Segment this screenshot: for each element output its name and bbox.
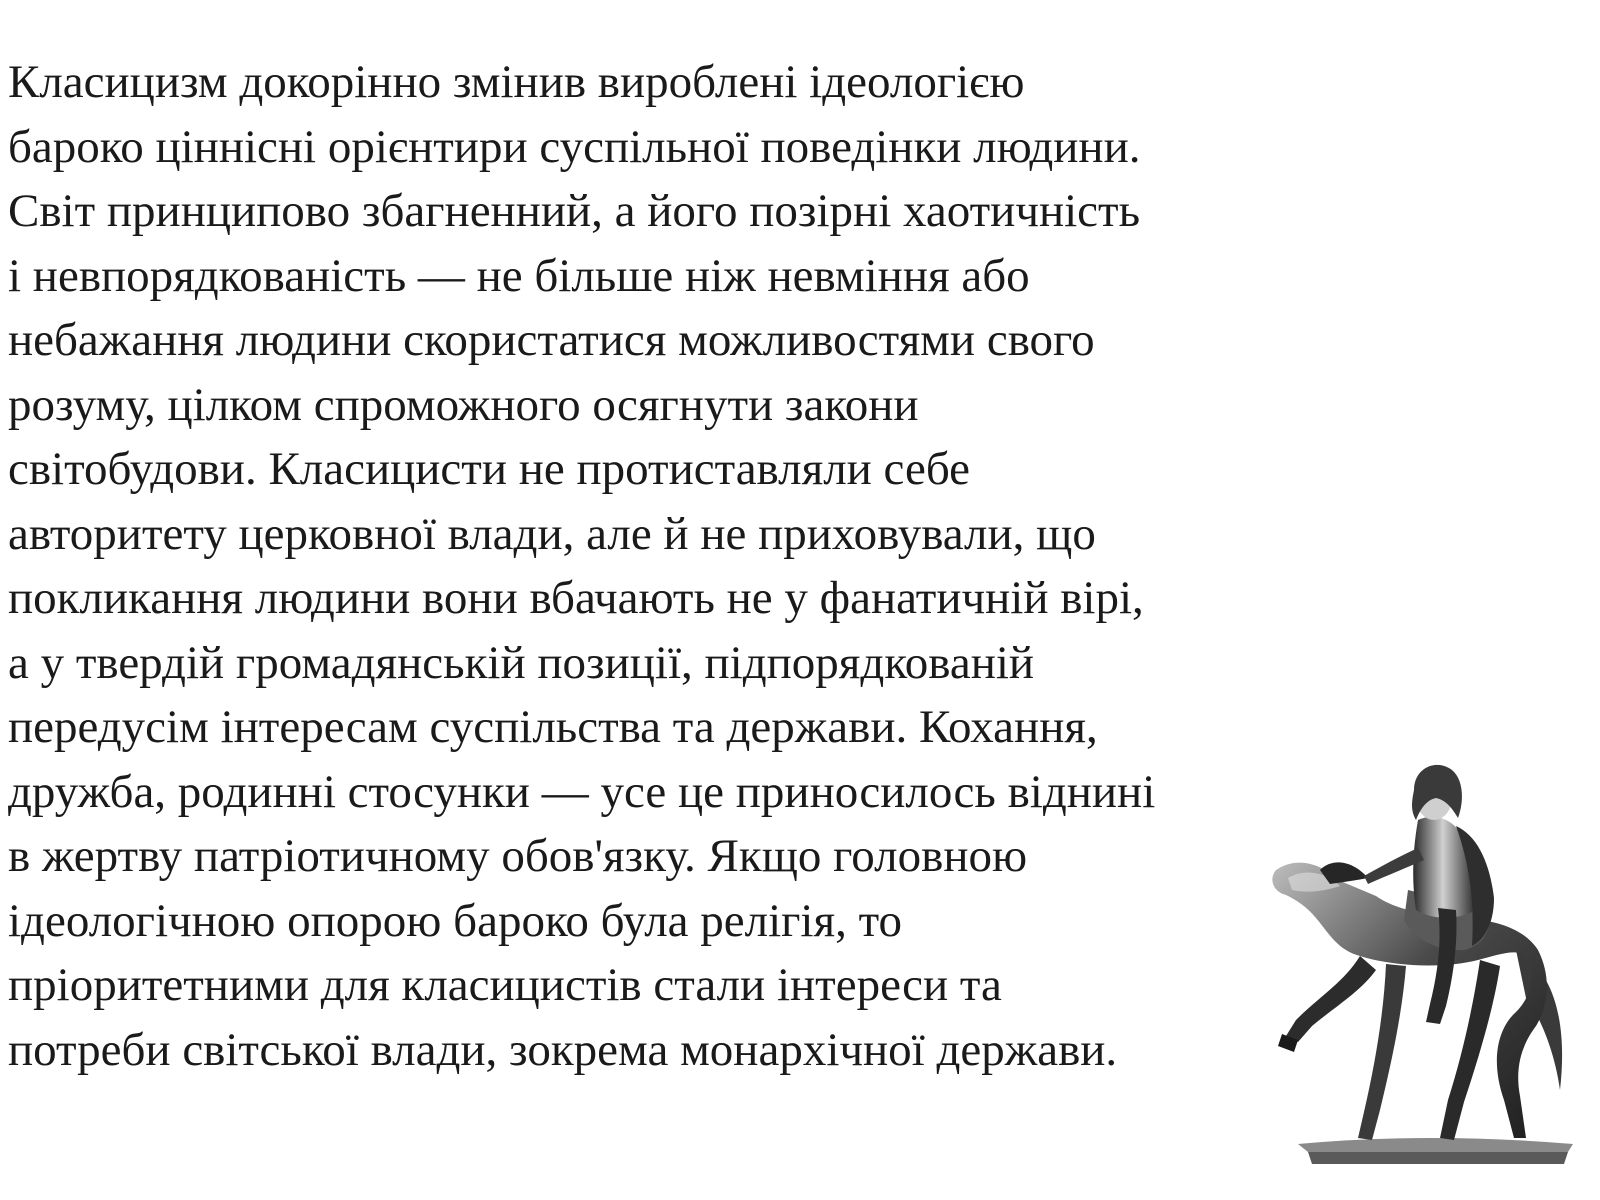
- paragraph-line: небажання людини скористатися можливостями свого: [8, 314, 1095, 366]
- paragraph-line: розуму, цілком спроможного осягнути закони: [8, 378, 919, 431]
- paragraph-line: світобудови. Класицисти не протиставляли себе: [8, 443, 971, 495]
- paragraph-line: покликання людини вони вбачають не у фанатичній вірі,: [8, 572, 1144, 624]
- paragraph-line: пріоритетними для класицистів стали інтереси та: [8, 959, 1002, 1011]
- paragraph-line: в жертву патріотичному обов'язку. Якщо головною: [8, 830, 1028, 882]
- paragraph-line: бароко ціннісні орієнтири суспільної поведінки людини.: [8, 120, 1141, 173]
- paragraph-line: а у твердій громадянській позиції, підпорядкованій: [8, 636, 1035, 689]
- paragraph-line: авторитету церковної влади, але й не приховували, що: [8, 507, 1096, 560]
- paragraph-line: Світ принципово збагненний, а його позірні хаотичність: [8, 185, 1141, 237]
- body-paragraph: [8, 50, 1338, 1082]
- paragraph-line: дружба, родинні стосунки — усе це приносилось віднині: [8, 765, 1156, 818]
- paragraph-line: передусім інтересам суспільства та держави. Кохання,: [8, 701, 1098, 753]
- paragraph-line: Класицизм докорінно змінив вироблені ідеологією: [8, 56, 1025, 108]
- paragraph-line: ідеологічною опорою бароко була релігія, то: [8, 894, 903, 947]
- paragraph-line: і невпорядкованість — не більше ніж невміння або: [8, 249, 1030, 302]
- equestrian-statue-icon: [1268, 760, 1588, 1170]
- paragraph-line: потреби світської влади, зокрема монархічної держави.: [8, 1023, 1118, 1076]
